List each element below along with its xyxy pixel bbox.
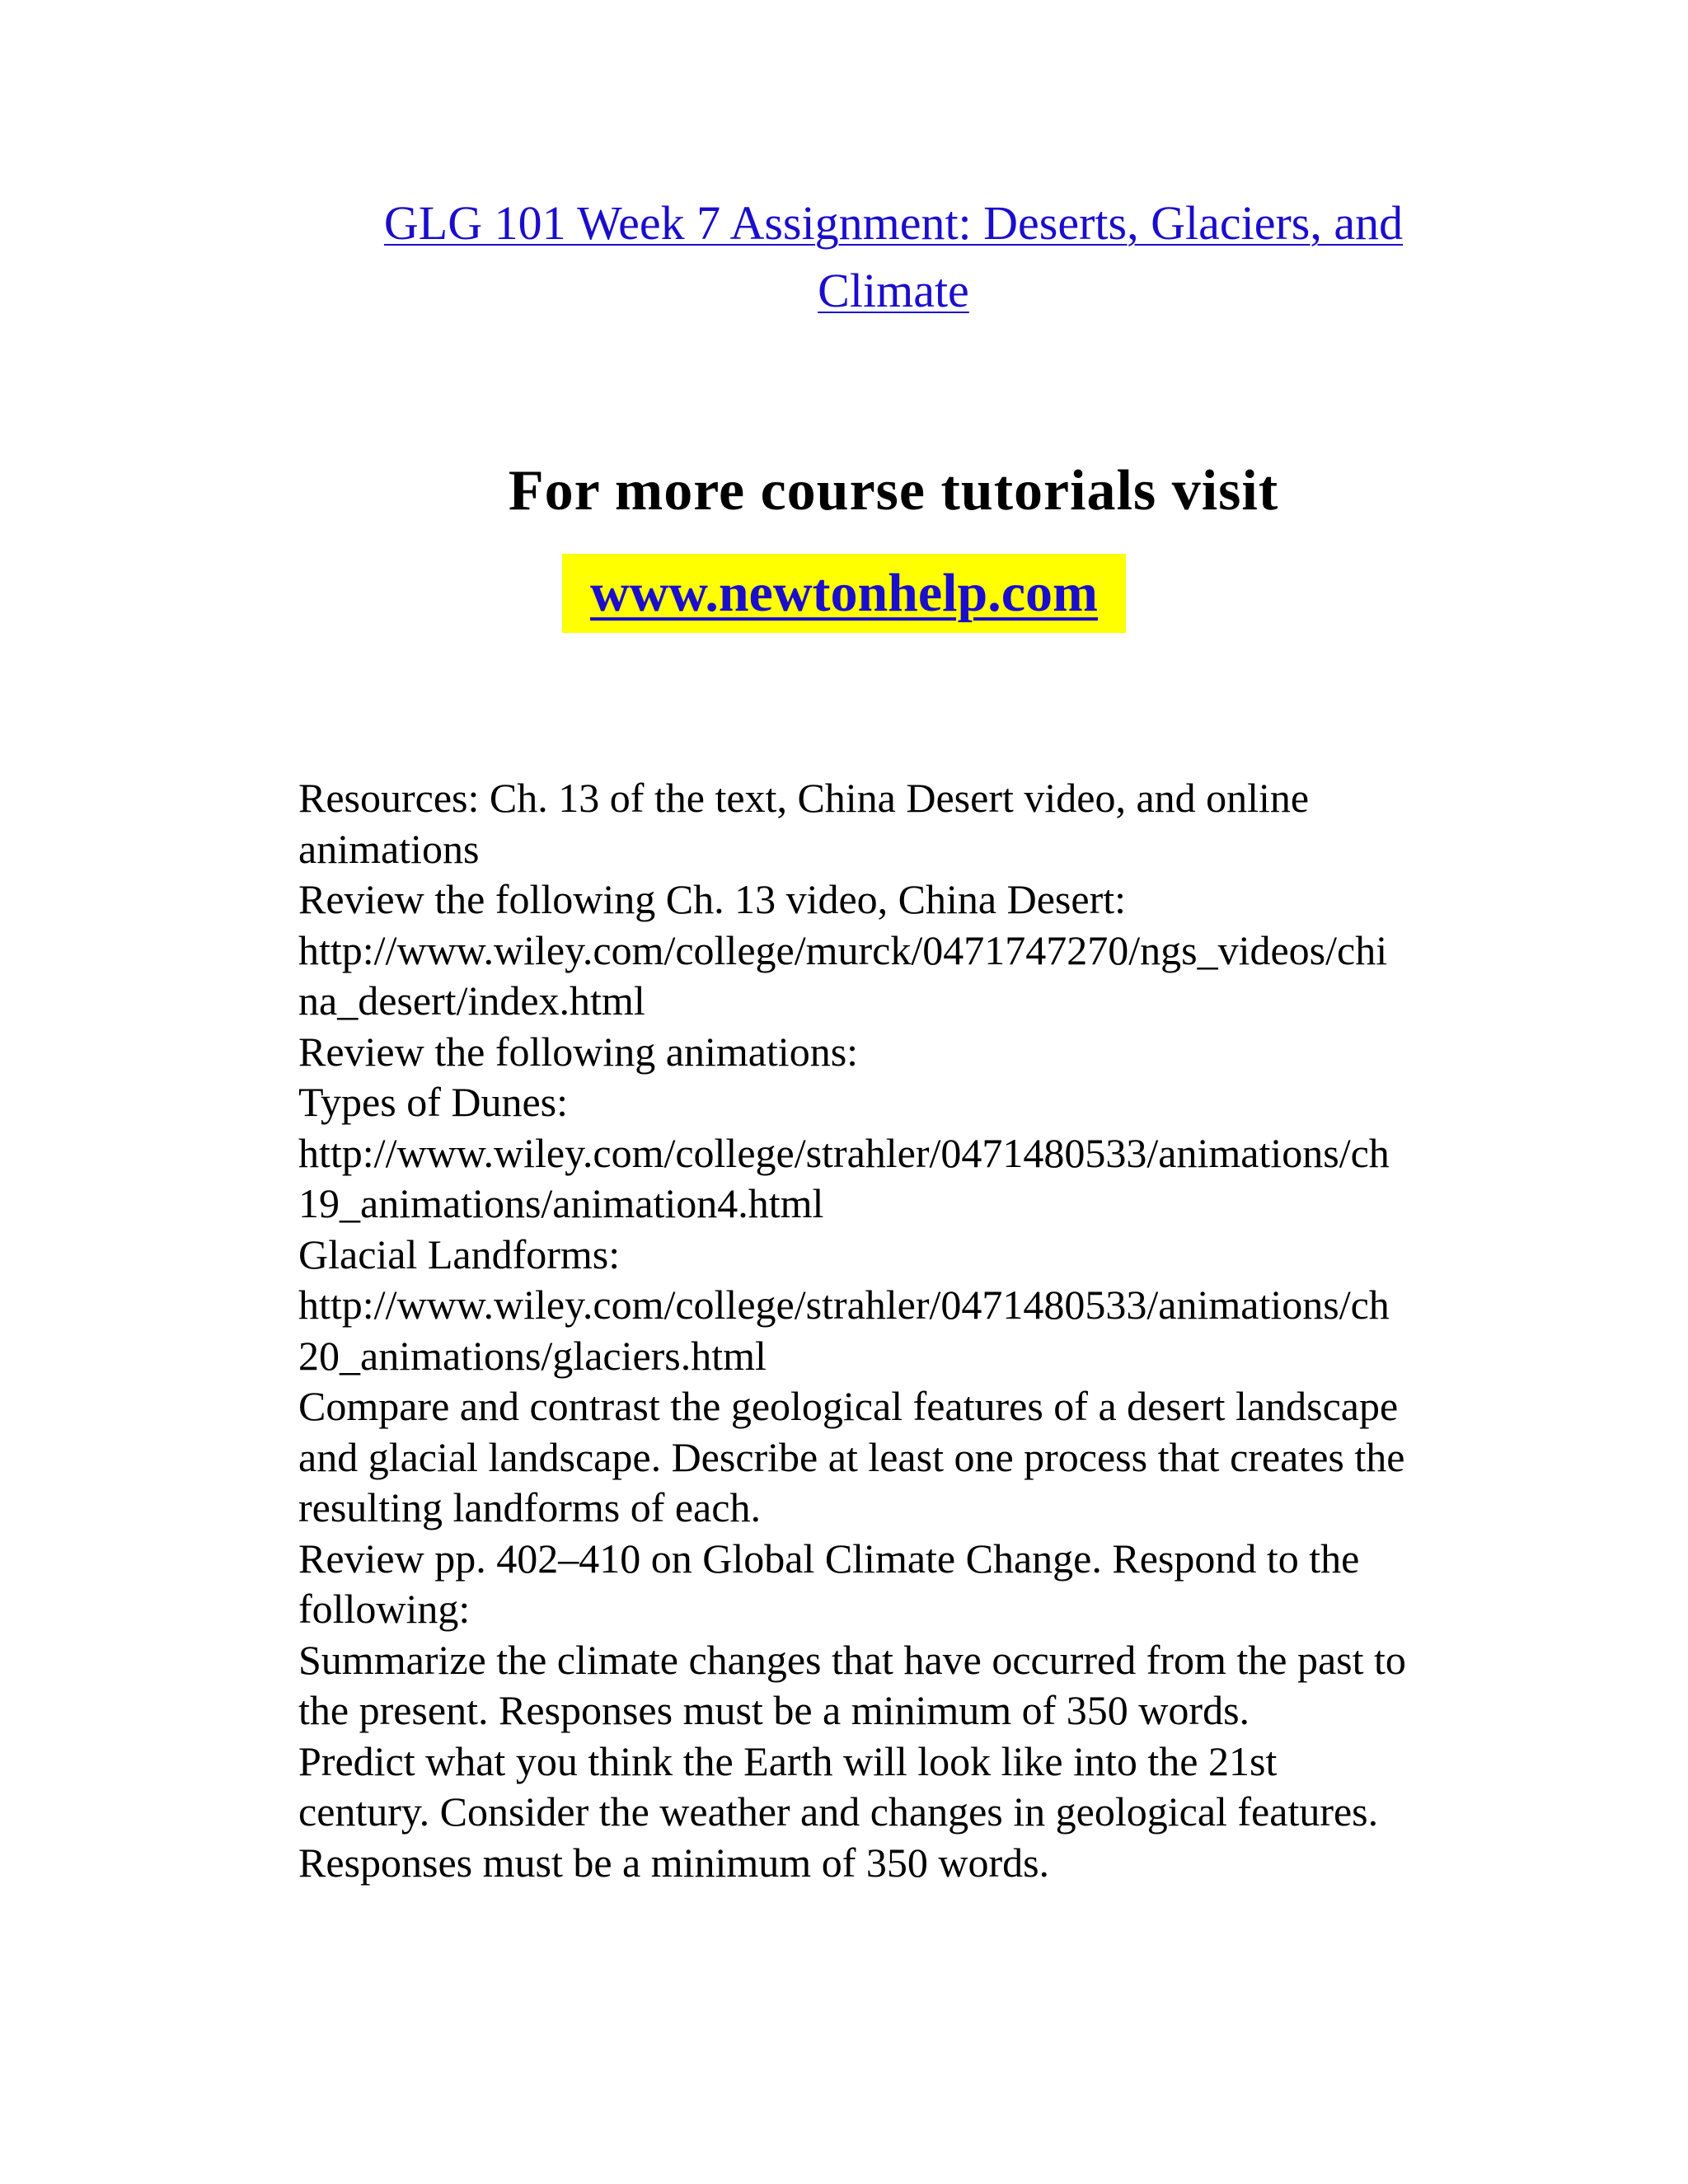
title-line-2[interactable]: Climate xyxy=(818,264,969,317)
body-line: http://www.wiley.com/college/strahler/0471480533/animations/ch xyxy=(298,1129,1390,1176)
body-line: Predict what you think the Earth will look like into the 21st xyxy=(298,1737,1278,1784)
promo-text: For more course tutorials visit xyxy=(508,459,1279,523)
body-line: 19_animations/animation4.html xyxy=(298,1180,824,1226)
body-line: Review pp. 402–410 on Global Climate Change. Respond to the xyxy=(298,1535,1360,1582)
body-line: Responses must be a minimum of 350 words. xyxy=(298,1839,1050,1886)
body-line: following: xyxy=(298,1586,471,1632)
body-line: and glacial landscape. Describe at least one process that creates the xyxy=(298,1433,1405,1480)
body-line: http://www.wiley.com/college/murck/0471747270/ngs_videos/chi xyxy=(298,926,1388,973)
site-link[interactable]: www.newtonhelp.com xyxy=(589,563,1098,623)
title-line-1[interactable]: GLG 101 Week 7 Assignment: Deserts, Glaciers, and xyxy=(383,196,1404,250)
site-link-highlight xyxy=(562,554,1126,633)
body-line: Glacial Landforms: xyxy=(298,1230,621,1277)
body-line: Resources: Ch. 13 of the text, China Desert video, and online xyxy=(298,775,1310,821)
body-line: 20_animations/glaciers.html xyxy=(298,1332,767,1379)
title-link[interactable] xyxy=(297,190,1490,325)
body-line: resulting landforms of each. xyxy=(298,1484,761,1530)
body-line: Compare and contrast the geological features of a desert landscape xyxy=(298,1383,1399,1429)
body-line: Review the following animations: xyxy=(298,1028,859,1075)
body-line: Review the following Ch. 13 video, China Desert: xyxy=(298,876,1127,922)
body-line: the present. Responses must be a minimum of 350 words. xyxy=(298,1687,1250,1733)
body-line: http://www.wiley.com/college/strahler/0471480533/animations/ch xyxy=(298,1282,1390,1328)
body-line: Summarize the climate changes that have occurred from the past to xyxy=(298,1636,1406,1683)
assignment-body xyxy=(298,773,1493,1888)
body-line: animations xyxy=(298,825,480,872)
body-line: Types of Dunes: xyxy=(298,1079,569,1125)
body-line: century. Consider the weather and changes in geological features. xyxy=(298,1788,1379,1835)
body-line: na_desert/index.html xyxy=(298,977,645,1024)
